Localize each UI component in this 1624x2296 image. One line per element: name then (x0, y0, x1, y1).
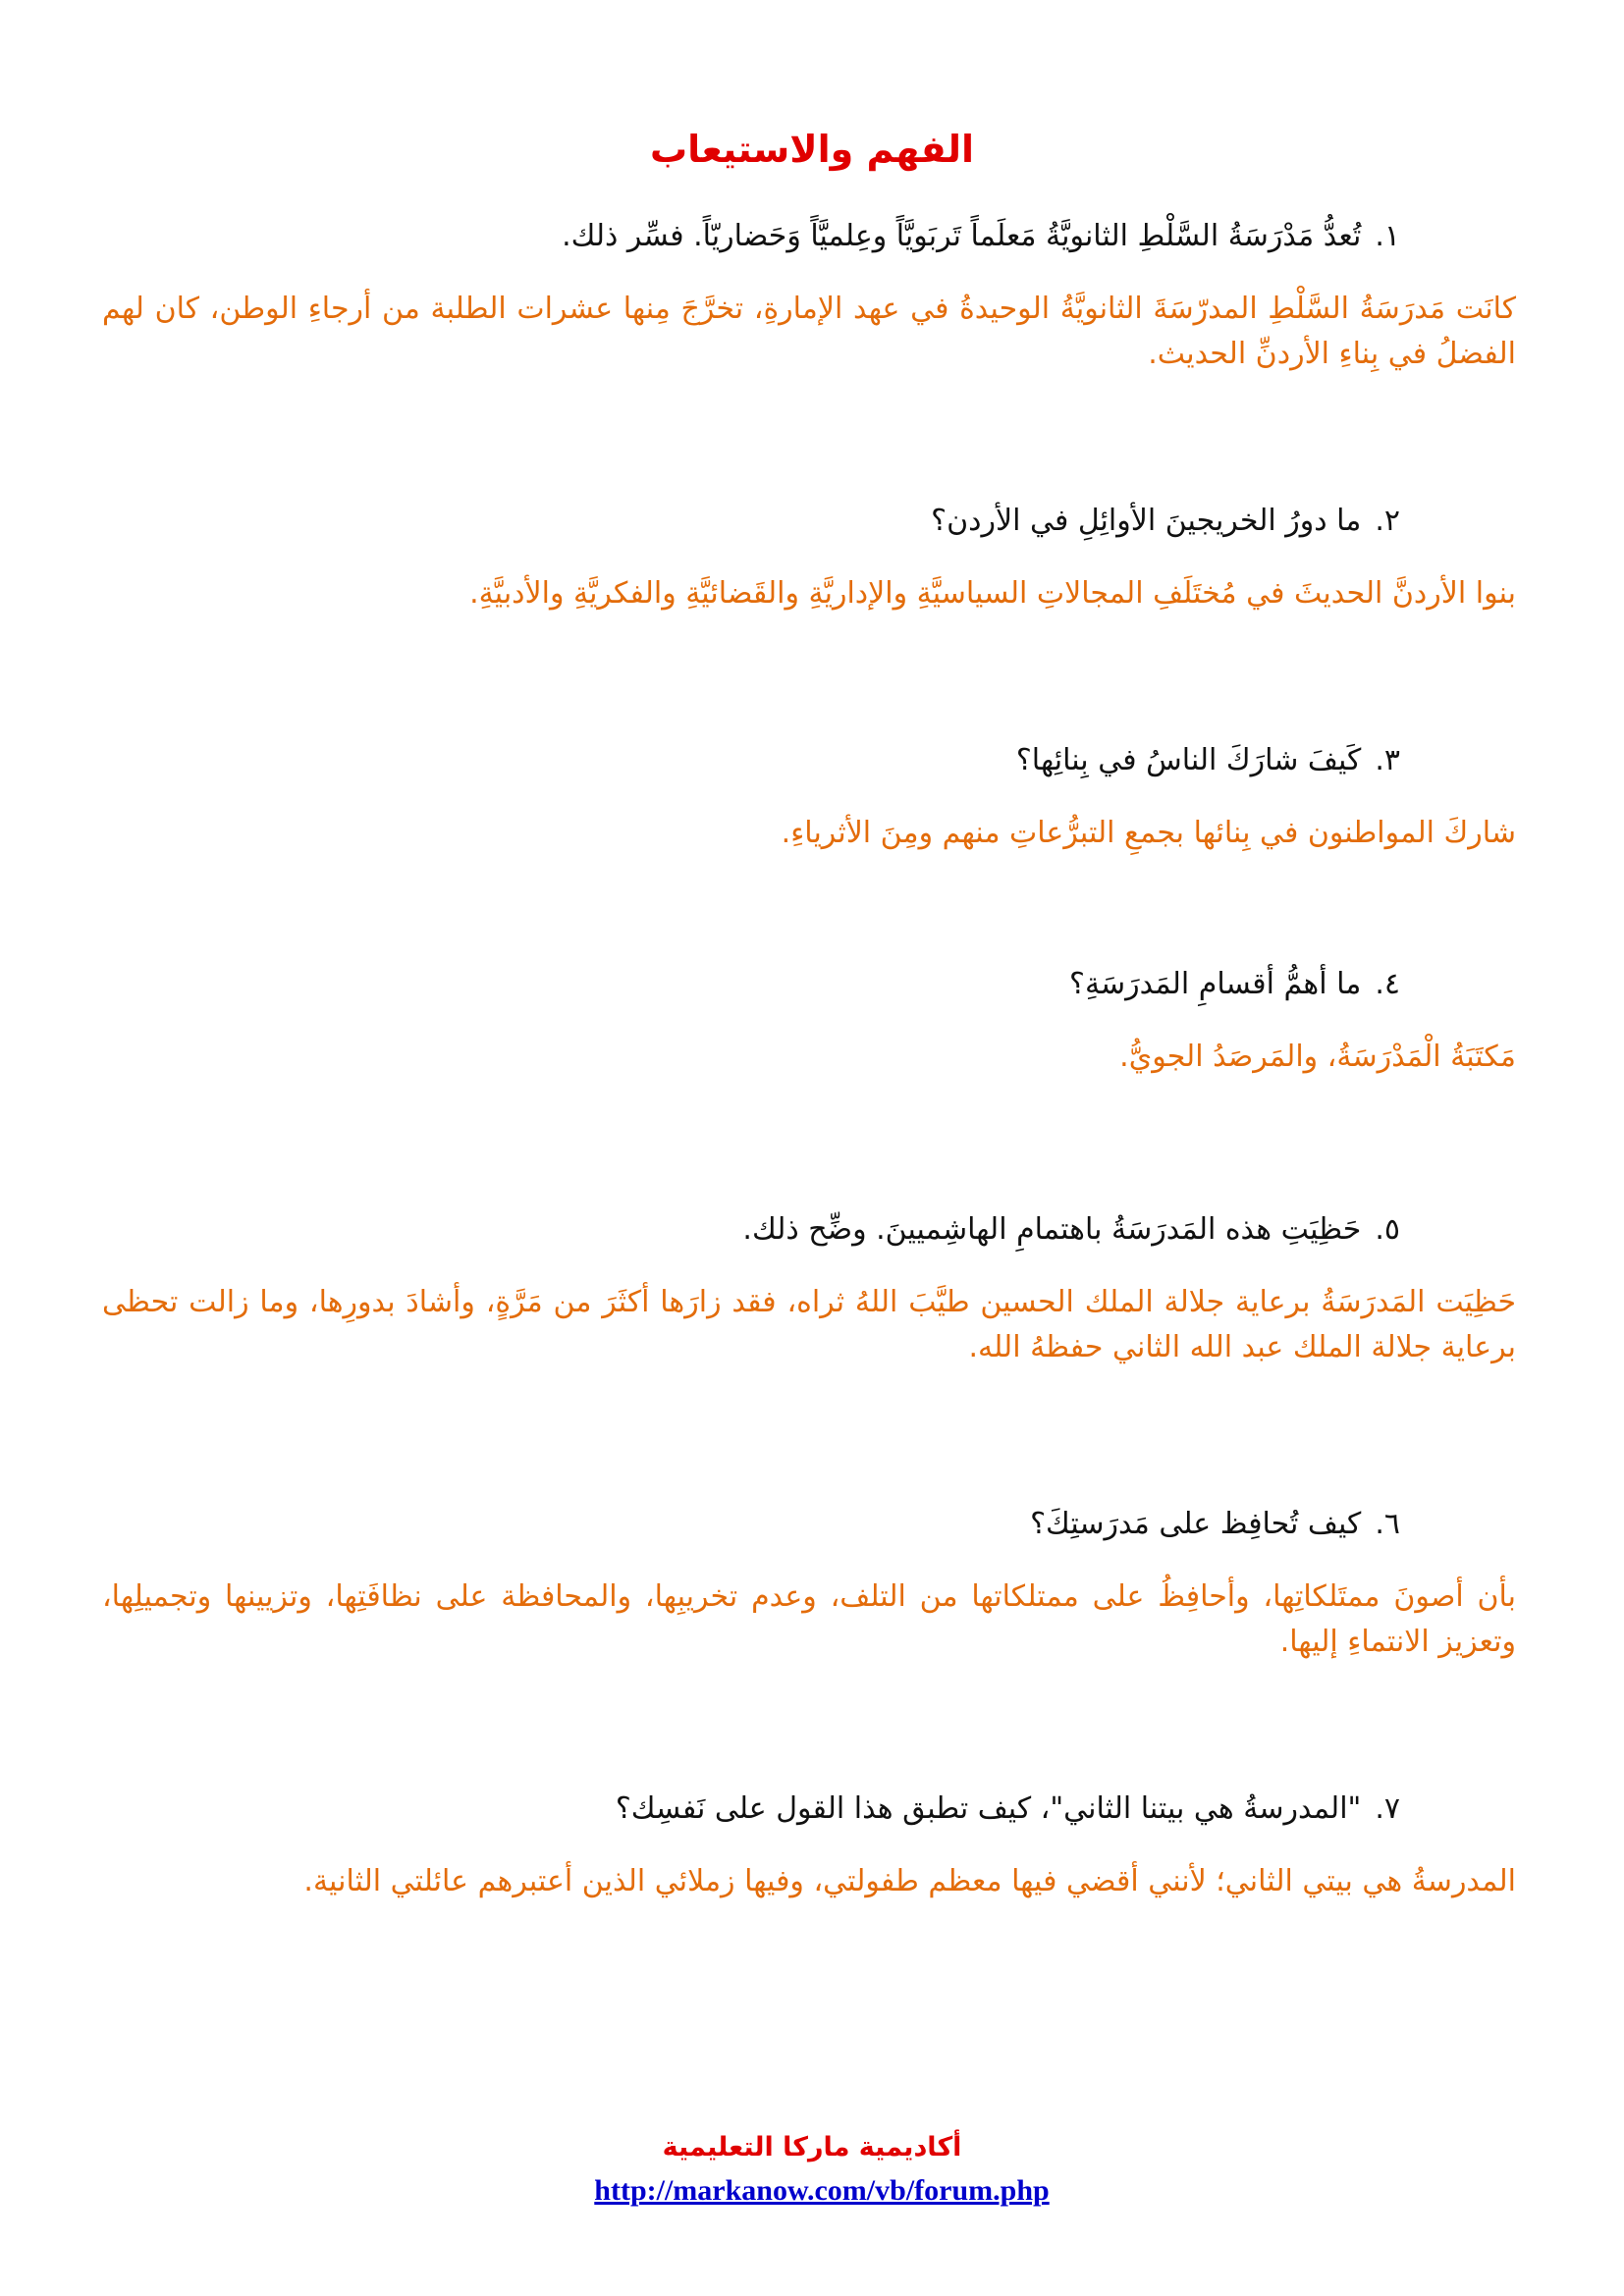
question-2 (102, 499, 1516, 544)
qa-item-3 (102, 738, 1516, 856)
qa-item-7 (102, 1787, 1516, 1904)
question-text: "المدرسةُ هي بيتنا الثاني"، كيف تطبق هذا القول على نَفسِك؟ (615, 1791, 1362, 1826)
question-text: تُعدُّ مَدْرَسَةُ السَّلْطِ الثانويَّةُ مَعلَماً تَربَويَّاً وعِلميَّاً وَحَضاريّاً. فسِّر ذلك. (562, 219, 1362, 253)
question-number: ١. (1375, 219, 1400, 253)
answer-4: مَكتَبَةُ الْمَدْرَسَةُ، والمَرصَدُ الجويُّ. (1119, 1040, 1516, 1074)
answer-6: بأن أصونَ ممتَلكاتِها، وأحافِظُ على ممتلكاتها من التلف، وعدم تخريبِها، والمحافظة على نظافَتِها، وتزيينها وتجميلِها، وتعزيز الانتماءِ إليها. (102, 1579, 1516, 1659)
question-number: ٣. (1375, 743, 1400, 777)
qa-item-4 (102, 962, 1516, 1080)
qa-item-2 (102, 499, 1516, 616)
question-3 (102, 738, 1516, 783)
page-title: الفهم والاستيعاب (650, 128, 974, 171)
answer-5: حَظِيَت المَدرَسَةُ برعاية جلالة الملك الحسين طيَّبَ اللهُ ثراه، فقد زارَها أكثَرَ من مَرَّةٍ، وأشادَ بدورِها، وما زالت تحظى برعاية جلالة الملك عبد الله الثاني حفظهُ الله. (102, 1285, 1516, 1364)
qa-item-1 (102, 214, 1516, 377)
footer-forum-link[interactable]: http://markanow.com/vb/forum.php (594, 2174, 1050, 2207)
answer-2: بنوا الأردنَّ الحديثَ في مُختَلَفِ المجالاتِ السياسيَّةِ والإداريَّةِ والقَضائيَّةِ والفكريَّةِ والأدبيَّةِ. (469, 576, 1516, 611)
question-number: ٥. (1375, 1212, 1400, 1247)
question-text: حَظِيَتِ هذه المَدرَسَةُ باهتمامِ الهاشِميينَ. وضِّح ذلك. (742, 1212, 1362, 1247)
question-text: ما دورُ الخريجينَ الأوائِلِ في الأردن؟ (931, 504, 1362, 538)
answer-3: شاركَ المواطنون في بِنائها بجمعِ التبرُّعاتِ منهم ومِنَ الأثرياءِ. (781, 816, 1516, 850)
question-text: كيف تُحافِظ على مَدرَستِكَ؟ (1030, 1507, 1362, 1541)
question-7 (102, 1787, 1516, 1832)
footer-organization: أكاديمية ماركا التعليمية (662, 2132, 962, 2163)
question-5 (102, 1207, 1516, 1253)
qa-item-6 (102, 1502, 1516, 1665)
question-6 (102, 1502, 1516, 1547)
answer-1: كانَت مَدرَسَةُ السَّلْطِ المدرّسَةَ الثانويَّةُ الوحيدةُ في عهد الإمارةِ، تخرَّجَ مِنها عشرات الطلبة من أرجاءِ الوطن، كان لهم الفضلُ في بِناءِ الأردنِّ الحديث. (102, 292, 1516, 371)
footer (0, 2130, 1624, 2211)
question-text: كَيفَ شارَكَ الناسُ في بِنائِها؟ (1015, 743, 1362, 777)
question-number: ٢. (1375, 504, 1400, 538)
question-number: ٦. (1375, 1507, 1400, 1541)
question-number: ٧. (1375, 1791, 1400, 1826)
question-text: ما أهمُّ أقسامِ المَدرَسَةِ؟ (1069, 967, 1362, 1001)
question-4 (102, 962, 1516, 1007)
question-number: ٤. (1375, 967, 1400, 1001)
qa-item-5 (102, 1207, 1516, 1370)
question-1 (102, 214, 1516, 259)
answer-7: المدرسةُ هي بيتي الثاني؛ لأنني أقضي فيها معظم طفولتي، وفيها زملائي الذين أعتبرهم عائلتي الثانية. (303, 1864, 1516, 1898)
